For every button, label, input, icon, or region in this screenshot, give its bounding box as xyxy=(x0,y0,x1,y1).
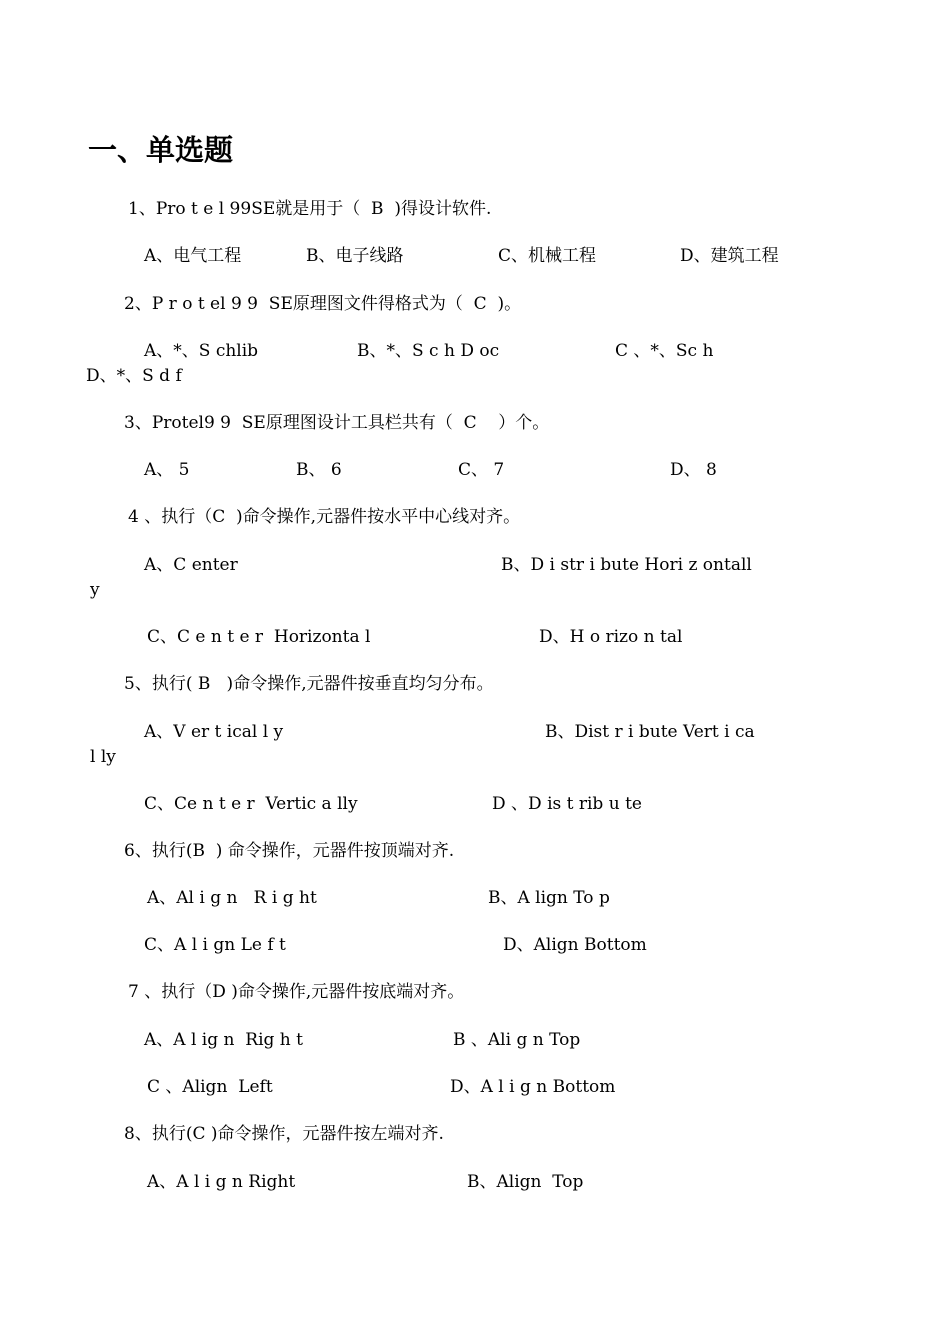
question-1-stem: 1、Pro t e l 99SE就是用于（ B )得设计软件. xyxy=(128,199,492,219)
question-4-stem: 4 、执行（C )命令操作,元器件按水平中心线对齐。 xyxy=(128,507,521,527)
question-7-option-b: B 、Ali g n Top xyxy=(453,1030,581,1050)
question-2-stem: 2、P r o t el 9 9 SE原理图文件得格式为（ C )。 xyxy=(124,294,522,314)
question-2-option-a: A、*、S chlib xyxy=(144,341,259,361)
question-5-option-b: B、Dist r i bute Vert i ca xyxy=(545,722,755,742)
question-3-option-b: B、 6 xyxy=(296,460,342,480)
question-4-option-c: C、C e n t e r Horizonta l xyxy=(147,627,371,647)
question-1-option-b: B、电子线路 xyxy=(306,246,404,266)
question-5-option-a: A、V er t ical l y xyxy=(144,722,284,742)
question-5-option-d: D 、D is t rib u te xyxy=(492,794,642,814)
question-7-option-c: C 、Align Left xyxy=(147,1077,273,1097)
question-5-stem: 5、执行( B )命令操作,元器件按垂直均匀分布。 xyxy=(124,674,494,694)
question-1-option-d: D、建筑工程 xyxy=(680,246,779,266)
question-4-option-a: A、C enter xyxy=(144,555,238,575)
question-1-option-c: C、机械工程 xyxy=(498,246,597,266)
question-2-option-b: B、*、S c h D oc xyxy=(357,341,500,361)
question-6-option-b: B、A lign To p xyxy=(488,888,610,908)
question-3-option-c: C、 7 xyxy=(458,460,505,480)
question-3-option-a: A、 5 xyxy=(144,460,190,480)
question-4-option-b: B、D i str i bute Hori z ontall xyxy=(501,555,752,575)
question-6-stem: 6、执行(B ) 命令操作，元器件按顶端对齐. xyxy=(124,841,455,861)
question-5-option-b-wrap: l ly xyxy=(90,747,116,767)
question-8-stem: 8、执行(C )命令操作，元器件按左端对齐. xyxy=(124,1124,444,1144)
question-8-option-b: B、Align Top xyxy=(467,1172,584,1192)
question-3-option-d: D、 8 xyxy=(670,460,717,480)
section-title: 一、单选题 xyxy=(88,133,234,167)
question-8-option-a: A、A l i g n Right xyxy=(147,1172,296,1192)
question-7-stem: 7 、执行（D )命令操作,元器件按底端对齐。 xyxy=(128,982,465,1002)
question-1-option-a: A、电气工程 xyxy=(144,246,242,266)
question-6-option-d: D、Align Bottom xyxy=(503,935,647,955)
question-2-option-c: C 、*、Sc h xyxy=(615,341,714,361)
question-5-option-c: C、Ce n t e r Vertic a lly xyxy=(144,794,358,814)
question-3-stem: 3、Protel9 9 SE原理图设计工具栏共有（ C ）个。 xyxy=(124,413,550,433)
question-4-option-d: D、H o rizo n tal xyxy=(539,627,683,647)
question-6-option-a: A、Al i g n R i g ht xyxy=(147,888,317,908)
question-7-option-a: A、A l ig n Rig h t xyxy=(144,1030,303,1050)
question-2-option-d: D、*、S d f xyxy=(86,366,182,386)
question-7-option-d: D、A l i g n Bottom xyxy=(450,1077,616,1097)
question-6-option-c: C、A l i gn Le f t xyxy=(144,935,286,955)
question-4-option-b-wrap: y xyxy=(90,580,100,600)
